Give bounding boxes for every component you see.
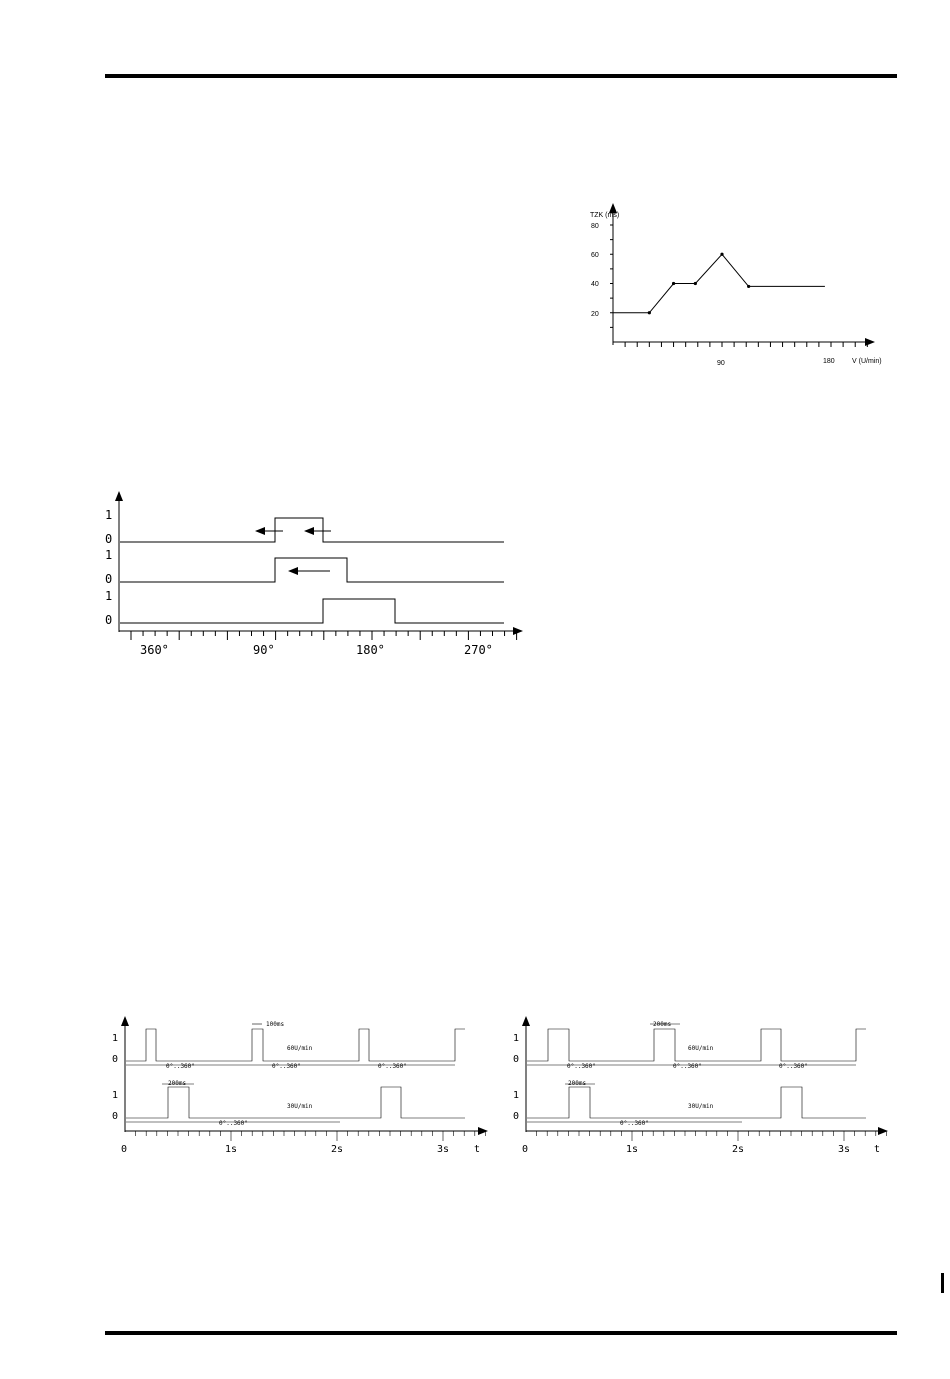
tzk-data-point — [694, 282, 697, 285]
top-annotation: 100ms — [266, 1021, 285, 1028]
phase-signal-2 — [120, 558, 504, 582]
timing-ticks — [537, 1131, 887, 1141]
time-axis-label: t — [474, 1144, 481, 1155]
time-tick-label: 1s — [225, 1144, 238, 1155]
level-0-label: 0 — [513, 1111, 520, 1122]
tzk-x-ticks — [625, 342, 867, 347]
level-0-label: 0 — [105, 572, 113, 586]
tzk-y-tick-label: 60 — [591, 252, 599, 259]
time-tick-label: 2s — [732, 1144, 745, 1155]
tzk-x-tick-label: 180 — [823, 358, 835, 365]
tzk-x-label: V (U/min) — [852, 358, 882, 365]
span-label: 0°..360° — [378, 1063, 407, 1070]
level-1-label: 1 — [112, 1090, 119, 1101]
speed-top-label: 60U/min — [287, 1045, 313, 1052]
angle-tick-label: 360° — [140, 643, 169, 657]
tzk-series-line — [613, 254, 825, 312]
level-1-label: 1 — [513, 1033, 520, 1044]
tzk-y-tick-label: 20 — [591, 311, 599, 318]
time-tick-label: 0 — [121, 1144, 128, 1155]
tzk-points — [648, 253, 751, 315]
span-label: 0°..360° — [779, 1063, 808, 1070]
tzk-data-point — [672, 282, 675, 285]
speed-bottom-label: 30U/min — [287, 1103, 313, 1110]
time-tick-label: 2s — [331, 1144, 344, 1155]
phase-signal-1 — [120, 518, 504, 542]
span-label: 0°..360° — [272, 1063, 301, 1070]
level-1-label: 1 — [513, 1090, 520, 1101]
level-0-label: 0 — [105, 532, 113, 546]
span-label: 0°..360° — [620, 1120, 649, 1127]
angle-tick-label: 90° — [253, 643, 275, 657]
phase-ticks — [131, 631, 517, 640]
angle-tick-label: 270° — [464, 643, 493, 657]
tzk-y-tick-label: 40 — [591, 281, 599, 288]
level-1-label: 1 — [112, 1033, 119, 1044]
level-1-label: 1 — [105, 508, 113, 522]
timing-ticks — [136, 1131, 486, 1141]
level-1-label: 1 — [105, 589, 113, 603]
span-label: 0°..360° — [567, 1063, 596, 1070]
timing-diagram-left — [112, 1017, 487, 1155]
time-tick-label: 0 — [522, 1144, 529, 1155]
speed-bottom-label: 30U/min — [688, 1103, 714, 1110]
speed-top-label: 60U/min — [688, 1045, 714, 1052]
time-tick-label: 3s — [437, 1144, 450, 1155]
pulse-annotation: 200ms — [168, 1080, 187, 1087]
tzk-data-point — [648, 311, 651, 314]
level-0-label: 0 — [112, 1054, 119, 1065]
angle-tick-label: 180° — [356, 643, 385, 657]
level-0-label: 0 — [513, 1054, 520, 1065]
timing-diagram-right — [513, 1017, 887, 1155]
span-label: 0°..360° — [166, 1063, 195, 1070]
tzk-y-label: TZK (ms) — [590, 212, 620, 219]
phase-signal-3 — [120, 599, 504, 623]
time-axis-label: t — [874, 1144, 881, 1155]
tzk-x-tick-label: 90 — [717, 360, 725, 367]
time-tick-label: 1s — [626, 1144, 639, 1155]
tzk-chart — [590, 204, 882, 367]
level-0-label: 0 — [112, 1111, 119, 1122]
span-label: 0°..360° — [219, 1120, 248, 1127]
phase-diagram — [105, 492, 522, 657]
tzk-data-point — [720, 253, 723, 256]
tzk-data-point — [747, 285, 750, 288]
level-0-label: 0 — [105, 613, 113, 627]
level-1-label: 1 — [105, 548, 113, 562]
top-annotation: 200ms — [653, 1021, 672, 1028]
tzk-y-tick-label: 80 — [591, 223, 599, 230]
time-tick-label: 3s — [838, 1144, 851, 1155]
span-label: 0°..360° — [673, 1063, 702, 1070]
pulse-annotation: 200ms — [568, 1080, 587, 1087]
